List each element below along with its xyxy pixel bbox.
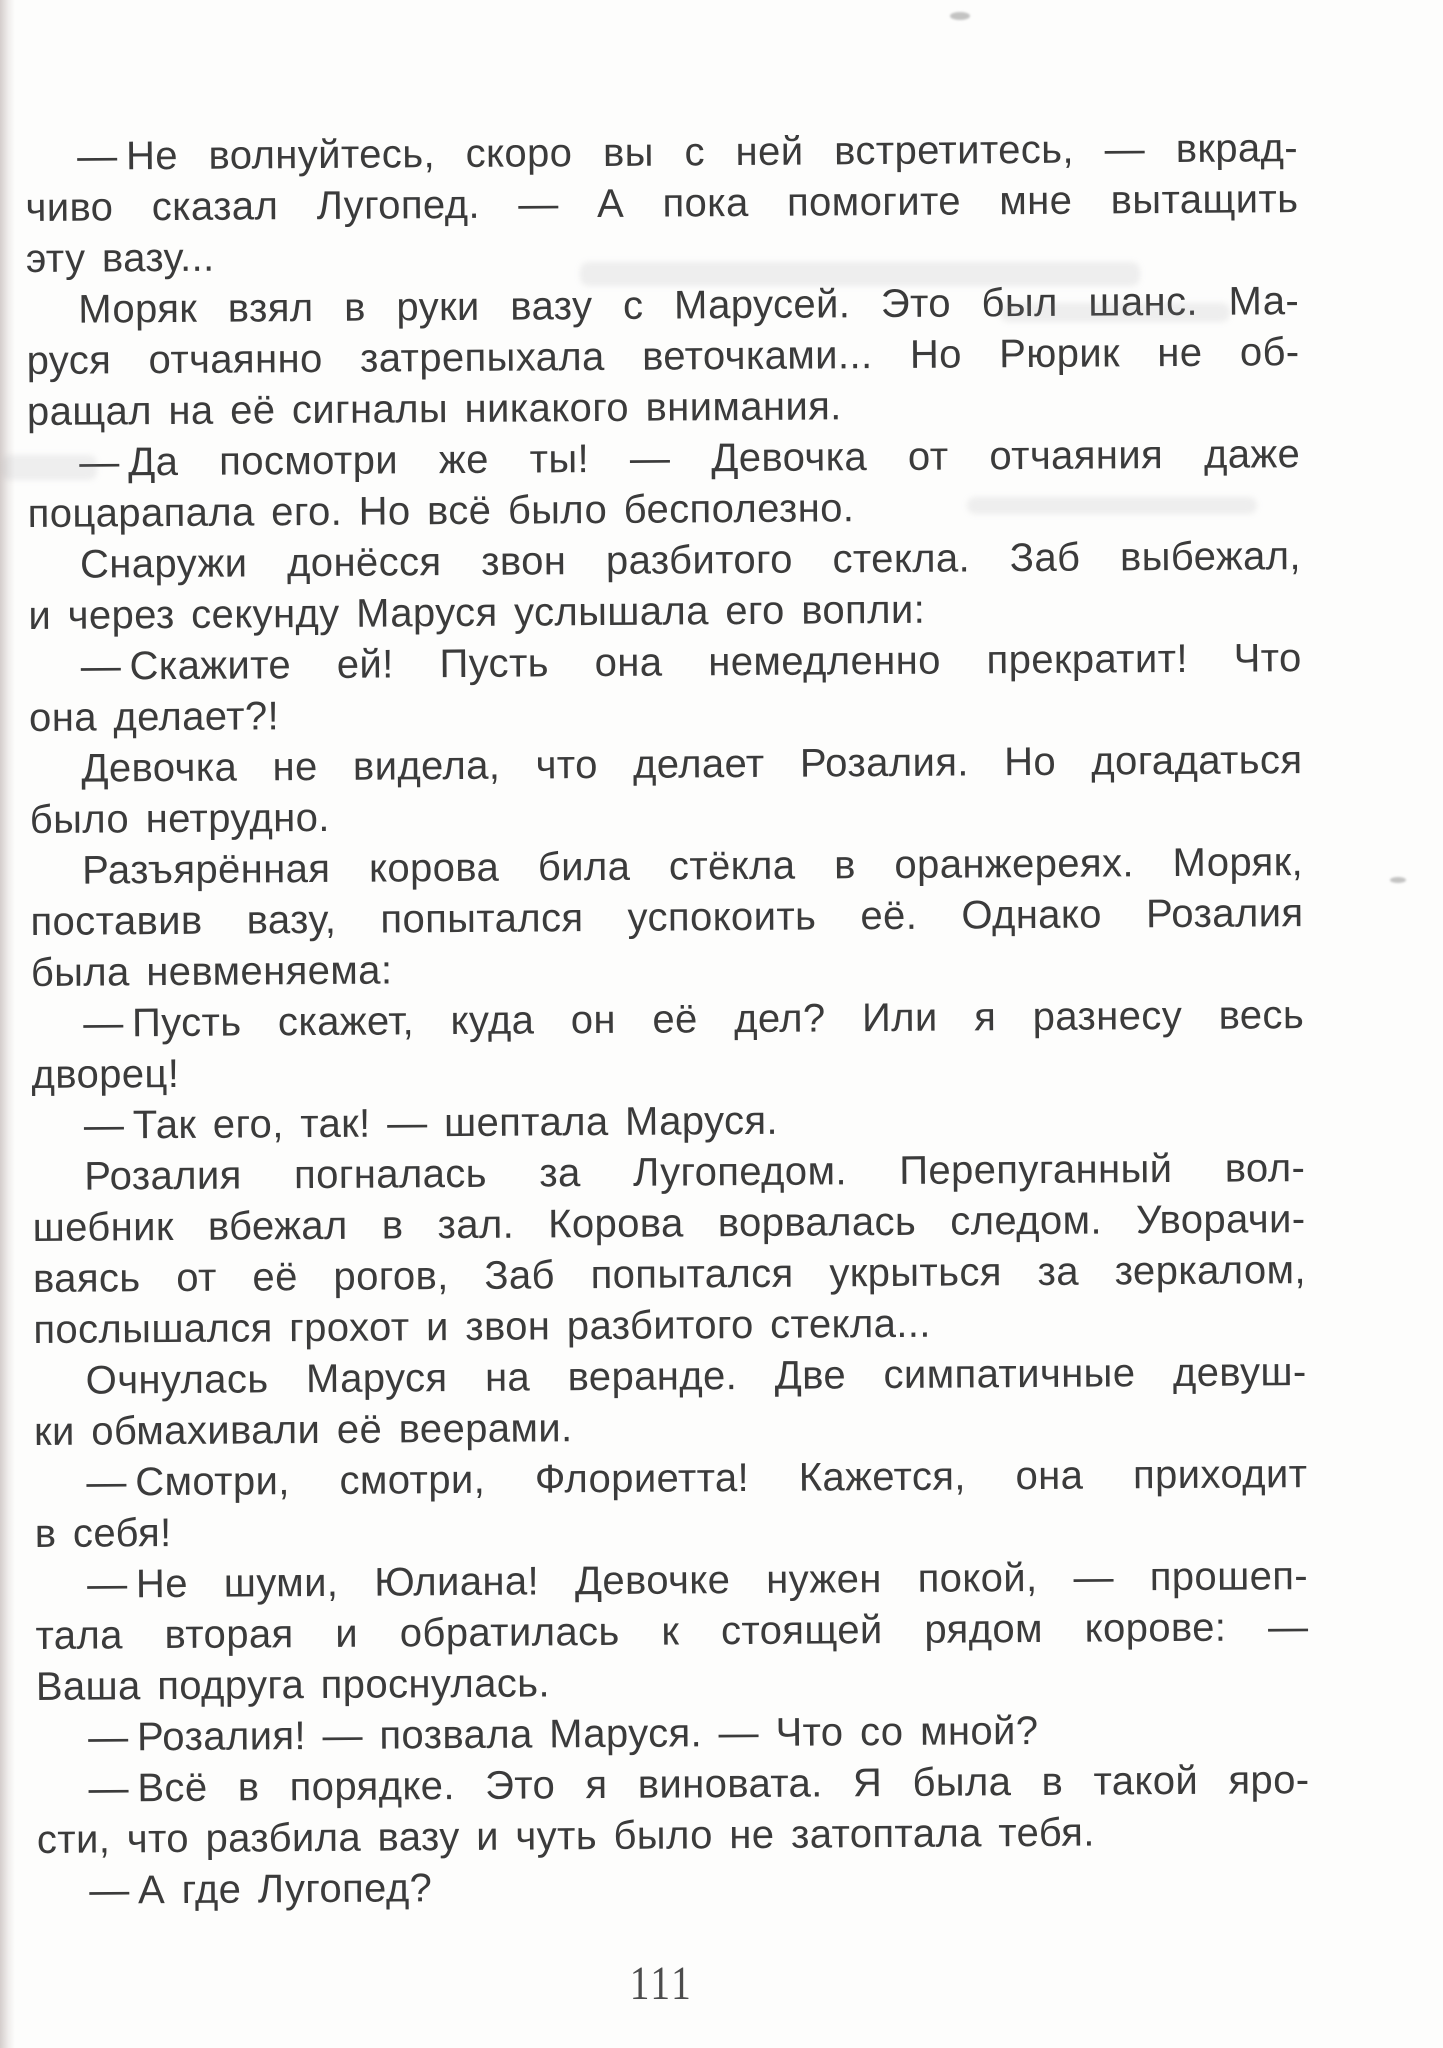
text-line: руся отчаянно затрепыхала веточками... Но Рюрик не об- — [26, 330, 1300, 383]
text-line: Ваша подруга проснулась. — [35, 1661, 551, 1709]
text-line: Снаружи донёсся звон разбитого стекла. Заб выбежал, — [79, 534, 1302, 587]
text-line: в себя! — [34, 1511, 172, 1556]
text-line: дворец! — [31, 1051, 180, 1097]
text-line: чиво сказал Лугопед. — А пока помогите мне вытащить — [25, 177, 1299, 230]
text-line: поставив вазу, попытался успокоить её. Однако Розалия — [30, 891, 1304, 944]
text-line: — Да посмотри же ты! — Девочка от отчаяния даже — [79, 432, 1301, 485]
text-line: Девочка не видела, что делает Розалия. Но догадаться — [81, 738, 1303, 791]
text-line: поцарапала его. Но всё было бесполезно. — [27, 486, 855, 536]
text-line: ки обмахивали её веерами. — [33, 1406, 573, 1454]
text-line: — Скажите ей! Пусть она немедленно прекратит! Что — [80, 636, 1302, 689]
text-line: и через секунду Маруся услышала его вопли: — [28, 587, 926, 638]
text-line: — Не шуми, Юлиана! Девочке нужен покой, — прошеп- — [86, 1554, 1309, 1607]
paragraph — [32, 1092, 1305, 1152]
text-line: — А где Лугопед? — [89, 1866, 433, 1913]
paragraph — [35, 1551, 1309, 1713]
text-line: — Так его, так! — шептала Маруся. — [83, 1098, 779, 1148]
paragraph — [37, 1857, 1310, 1917]
text-line: — Не волнуйтесь, скоро вы с ней встретитесь, — вкрад- — [77, 126, 1299, 179]
paragraph — [27, 429, 1301, 540]
text-line: она делает?! — [28, 694, 280, 740]
text-line: — Всё в порядке. Это я виновата. Я была в такой яро- — [88, 1758, 1310, 1811]
scan-speck — [1390, 877, 1406, 883]
text-line: Розалия погналась за Лугопедом. Перепуганный вол- — [84, 1146, 1306, 1199]
page-number: 111 — [629, 1957, 694, 2010]
text-line: ращал на её сигналы никакого внимания. — [26, 384, 842, 434]
text-line: тала вторая и обратилась к стоящей рядом корове: — — [35, 1605, 1309, 1658]
paragraph — [25, 123, 1299, 285]
text-line: эту вазу... — [25, 235, 215, 281]
text-block — [25, 123, 1310, 1917]
scan-speck — [950, 12, 970, 20]
text-line: послышался грохот и звон разбитого стекла... — [33, 1301, 931, 1352]
text-line: было нетрудно. — [29, 795, 330, 842]
text-line: Разъярённая корова била стёкла в оранжереях. Моряк, — [82, 840, 1304, 893]
paragraph — [26, 276, 1300, 438]
text-line: сти, что разбила вазу и чуть было не затоптала тебя. — [36, 1810, 1095, 1862]
paragraph — [29, 633, 1303, 744]
paragraph — [30, 837, 1304, 999]
paragraph — [31, 990, 1305, 1101]
paragraph — [28, 531, 1302, 642]
text-line: была невменяема: — [30, 948, 393, 995]
text-line: — Розалия! — позвала Маруся. — Что со мной? — [88, 1708, 1039, 1760]
text-line: шебник вбежал в зал. Корова ворвалась следом. Уворачи- — [32, 1197, 1306, 1250]
paragraph — [36, 1755, 1310, 1866]
paragraph — [34, 1449, 1308, 1560]
text-line: — Пусть скажет, куда он её дел? Или я разнесу весь — [83, 993, 1305, 1046]
text-line: Моряк взял в руки вазу с Марусей. Это был шанс. Ма- — [78, 279, 1300, 332]
text-line: — Смотри, смотри, Флориетта! Кажется, она приходит — [86, 1452, 1308, 1505]
text-line: Очнулась Маруся на веранде. Две симпатичные девуш- — [85, 1350, 1307, 1403]
text-line: ваясь от её рогов, Заб попытался укрыться за зеркалом, — [32, 1248, 1307, 1301]
paragraph — [34, 1347, 1308, 1458]
paragraph — [36, 1704, 1309, 1764]
page-gutter-edge — [0, 0, 15, 2048]
paragraph — [32, 1143, 1306, 1356]
paragraph — [29, 735, 1303, 846]
